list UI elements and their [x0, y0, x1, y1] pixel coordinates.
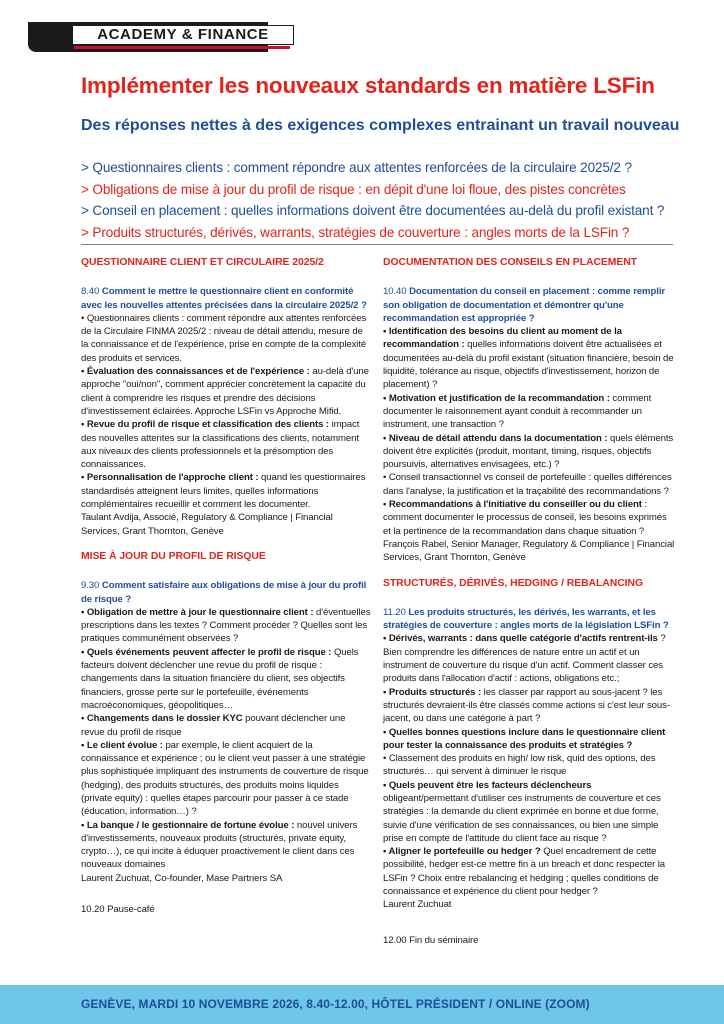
session-time: 8.40	[81, 286, 100, 298]
section-heading: MISE À JOUR DU PROFIL DE RISQUE	[81, 550, 266, 562]
divider	[81, 244, 673, 245]
bullet-item: • Quels peuvent être les facteurs déclencheurs obligeant/permettant d'utiliser ces instruments de couverture et ces stratégies : la demande du client exprimée en bonne et due forme, suivie d'une vérification de ses connaissances, ou bien une simple prise en compte de l'attitude du client face au risque ?	[383, 779, 661, 844]
bullet-item: • Questionnaires clients : comment répondre aux attentes renforcées de la Circulaire FINMA 2025/2 : niveau de détail attendu, mesure de la connaissance et de l'expérience, prise en compte de la complexité des produits et services.	[81, 312, 367, 364]
bullet-item: • Revue du profil de risque et classification des clients : impact des nouvelles attentes sur la classifications des clients, notamment aux niveaux des clients professionnels et la présomption des connaissances.	[81, 419, 360, 471]
session-time: 10.40	[383, 286, 407, 298]
session-title-text: Les produits structurés, les dérivés, les warrants, et les stratégies de couverture : angles morts de la législation LSFin ?	[383, 606, 669, 632]
bullet-item: • Motivation et justification de la recommandation : comment documenter le raisonnement ayant conduit à recommander un instrument, une transaction ?	[383, 392, 652, 431]
session-title-text: Comment satisfaire aux obligations de mise à jour du profil de risque ?	[81, 580, 367, 605]
session-title-text: Documentation du conseil en placement : comme remplir son obligation de documentation et démontrer qu'une recommandation est appropriée ?	[383, 286, 666, 324]
teaser-item: > Questionnaires clients : comment répondre aux attentes renforcées de la circulaire 2025/2 ?	[81, 160, 632, 175]
section-heading: QUESTIONNAIRE CLIENT ET CIRCULAIRE 2025/2	[81, 257, 324, 268]
speaker: Taulant Avdija, Associé, Regulatory & Compliance | Financial Services, Grant Thornton, Genève	[81, 512, 333, 537]
speaker: Laurent Zuchuat, Co-founder, Mase Partners SA	[81, 872, 283, 884]
bullet-item: • Conseil transactionnel vs conseil de portefeuille : quelles différences dans l'analyse, la justification et la traçabilité des recommandations ?	[383, 472, 672, 497]
session-time: 11.20	[383, 606, 406, 618]
page-title: Implémenter les nouveaux standards en matière LSFin	[81, 73, 655, 98]
section-heading: DOCUMENTATION DES CONSEILS EN PLACEMENT	[383, 257, 637, 268]
program-column-right	[383, 256, 675, 947]
brand-name: ACADEMY & FINANCE	[72, 25, 294, 45]
session-time: 9.30	[81, 580, 100, 592]
bullet-item: • Quels événements peuvent affecter le profil de risque : Quels facteurs doivent déclencher une revue du profil de risque : changements dans la situation financière du client, ses objectifs financiers, grosse perte sur le portefeuille, événements macroéconomiques, géopolitiques…	[81, 646, 359, 711]
bullet-item: • Quelles bonnes questions inclure dans le questionnaire client pour tester la connaissance des produits et stratégies ?	[383, 726, 666, 751]
teaser-item: > Obligations de mise à jour du profil de risque : en dépit d'une loi floue, des pistes concrètes	[81, 181, 626, 197]
section-heading: STRUCTURÉS, DÉRIVÉS, HEDGING / REBALANCING	[383, 577, 643, 589]
bullet-item: • Classement des produits en high/ low risk, quid des options, des structurés… qui servent à diminuer le risque	[383, 753, 656, 778]
session-title	[383, 606, 675, 633]
teaser-item: > Produits structurés, dérivés, warrants, stratégies de couverture : angles morts de la LSFin ?	[81, 224, 630, 240]
end-item: 12.00 Fin du séminaire	[383, 934, 479, 946]
bullet-item: • Niveau de détail attendu dans la documentation : quels éléments doivent être explicités (produit, montant, timing, risques, objectifs poursuivis, alternatives envisagées, etc.) ?	[383, 432, 674, 471]
session-title	[383, 285, 675, 325]
teaser-list	[81, 157, 681, 243]
bullet-item: • Changements dans le dossier KYC pouvant déclencher une revue du profil de risque	[81, 713, 346, 738]
bullet-item: • Identification des besoins du client au moment de la recommandation : quelles informations doivent être actualisées et documentées au-delà du profil existant (situation financière, besoin de liquidité, tolérance au risque, objectifs d'investissement, horizon de placement) ?	[383, 326, 674, 391]
speaker: François Rabel, Senior Manager, Regulatory & Compliance | Financial Services, Grant Thornton, Genève	[383, 538, 675, 564]
session-title	[81, 285, 371, 312]
bullet-item: • Évaluation des connaissances et de l'expérience : au-delà d'une approche "oui/non", comment apprécier concrètement la capacité du client à comprendre les risques et prendre des décisions d'investissement éclairées. Approche LSFin vs Approche Mifid.	[81, 366, 369, 417]
bullet-item: • Recommandations à l'initiative du conseiller ou du client : comment documenter le processus de conseil, les besoins exprimés et la pertinence de la recommandation dans chaque situation ?	[383, 499, 667, 537]
brand-accent-bar	[74, 46, 290, 49]
program-column-left	[81, 256, 371, 916]
session-title-text: Comment le mettre le questionnaire client en conformité avec les nouvelles attentes précisées dans la circulaire 2025/2 ?	[81, 286, 367, 311]
teaser-item: > Conseil en placement : quelles informations doivent être documentées au-delà du profil existant ?	[81, 203, 665, 218]
event-details: GENÈVE, MARDI 10 NOVEMBRE 2026, 8.40-12.00, HÔTEL PRÉSIDENT / ONLINE (ZOOM)	[81, 997, 590, 1011]
speaker: Laurent Zuchuat	[383, 899, 452, 911]
bullet-item: • Aligner le portefeuille ou hedger ? Quel encadrement de cette possibilité, hedger est-ce mettre fin à un breach et donc respecter la LSFin ? Choix entre rebalancing et hedging ; quelles conditions de connaissance et expérience du client pour hedger ?	[383, 846, 666, 898]
bullet-item: • Le client évolue : par exemple, le client acquiert de la connaissance et expérience ; ou le client veut passer à une stratégie plus sophistiquée impliquant des instruments de couverture de risque (hedging), des produits structurés, des produits moins liquides (private equity) : quelles étapes parcourir pour passer à ce stade (éducation, information…) ?	[81, 739, 369, 818]
bullet-item: • Dérivés, warrants : dans quelle catégorie d'actifs rentrent-ils ? Bien comprendre les différences de nature entre un actif et un instrument de couverture du risque d'un actif. Comment classer ces produits dans l'allocation d'actif : actions, obligations etc.;	[383, 633, 666, 685]
pause-item: 10.20 Pause-café	[81, 904, 155, 916]
brand-banner	[28, 22, 268, 52]
page-subtitle: Des réponses nettes à des exigences complexes entrainant un travail nouveau	[81, 117, 680, 134]
bullet-item: • Personnalisation de l'approche client : quand les questionnaires standardisés atteignent leurs limites, quelles informations complémentaires recueillir et comment les documenter.	[81, 472, 366, 511]
footer-banner	[0, 985, 724, 1024]
session-title	[81, 579, 371, 606]
bullet-item: • Obligation de mettre à jour le questionnaire client : d'éventuelles prescriptions dans les textes ? Comment procéder ? Quelles sont les pratiques communément observées ?	[81, 606, 371, 645]
bullet-item: • La banque / le gestionnaire de fortune évolue : nouvel univers d'investissements, nouveaux produits (structurés, private equity, crypto…), ce qui incite à éduquer proactivement le client dans ces nouveaux domaines	[81, 819, 358, 871]
bullet-item: • Produits structurés : les classer par rapport au sous-jacent ? les structurés devraient-ils être classés comme actions si c'est leur sous-jacent, ou dans une catégorie à part ?	[383, 686, 670, 725]
